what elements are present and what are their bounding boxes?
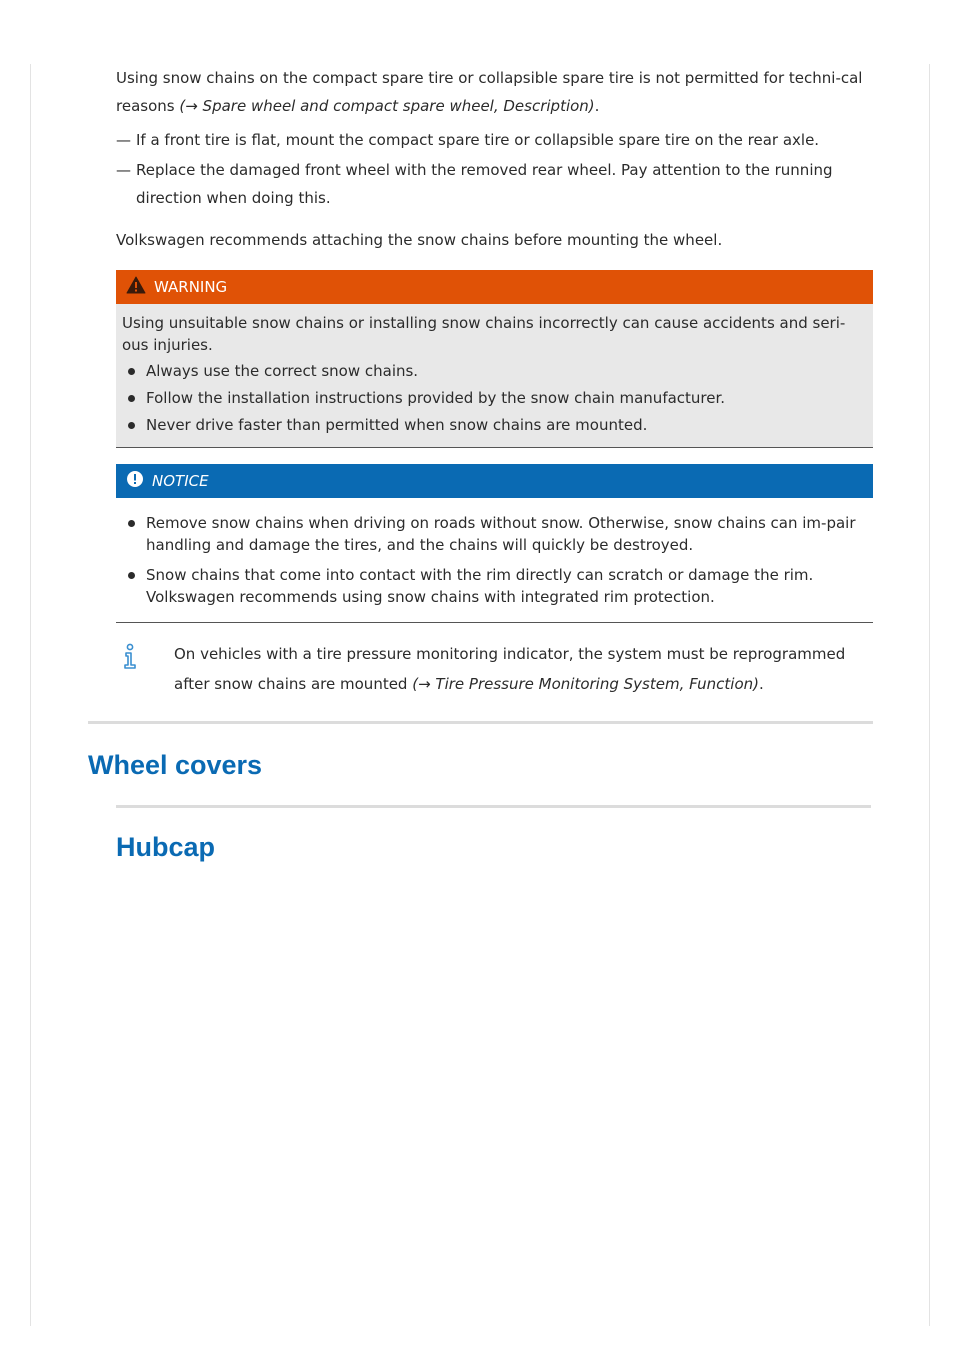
document-content (88, 64, 873, 863)
info-note (116, 639, 873, 699)
notice-body (116, 498, 873, 623)
list-item (122, 414, 867, 436)
notice-header (116, 464, 873, 498)
section-divider (88, 721, 873, 724)
intro-cross-reference-link[interactable]: (→ Spare wheel and compact spare wheel, Description) (179, 97, 595, 115)
bullet-icon (128, 422, 135, 429)
warning-triangle-icon (126, 276, 146, 298)
info-icon (120, 643, 140, 673)
bullet-icon (128, 395, 135, 402)
list-item (116, 156, 873, 212)
page-margin-line-right (929, 64, 930, 1326)
info-end: . (758, 675, 764, 693)
warning-box (116, 270, 873, 448)
intro-paragraph (88, 64, 873, 120)
steps-list (88, 126, 873, 212)
step-text: Replace the damaged front wheel with the removed rear wheel. Pay attention to the running direction when doing this. (136, 161, 833, 207)
exclamation-circle-icon (126, 470, 144, 492)
warning-item: Never drive faster than permitted when snow chains are mounted. (146, 416, 648, 434)
intro-text: Using snow chains on the compact spare tire or collapsible spare tire is not permitted for techni-cal reasons (116, 69, 863, 115)
notice-box (116, 464, 873, 623)
warning-header (116, 270, 873, 304)
notice-title: NOTICE (152, 472, 209, 490)
info-paragraph (174, 639, 873, 699)
subsection-heading: Hubcap (116, 832, 216, 862)
warning-list (122, 360, 867, 436)
step-text: If a front tire is flat, mount the compact spare tire or collapsible spare tire on the rear axle. (136, 131, 820, 149)
list-item (122, 360, 867, 382)
notice-item: Remove snow chains when driving on roads without snow. Otherwise, snow chains can im-pair handling and damage the tires, and the chains will quickly be destroyed. (146, 514, 856, 554)
recommendation-paragraph: Volkswagen recommends attaching the snow chains before mounting the wheel. (116, 231, 723, 249)
dash-marker: — (116, 161, 131, 179)
section-heading: Wheel covers (88, 750, 263, 780)
warning-lead: Using unsuitable snow chains or installing snow chains incorrectly can cause accidents and seri-ous injuries. (122, 314, 846, 354)
warning-item: Follow the installation instructions provided by the snow chain manufacturer. (146, 389, 726, 407)
page-margin-line-left (30, 64, 31, 1326)
info-cross-reference-link[interactable]: (→ Tire Pressure Monitoring System, Function) (412, 675, 759, 693)
notice-list (122, 512, 867, 608)
info-text: On vehicles with a tire pressure monitoring indicator, the system must be reprogrammed after snow chains are mounted (174, 645, 846, 693)
bullet-icon (128, 368, 135, 375)
dash-marker: — (116, 131, 131, 149)
list-item (116, 126, 873, 154)
list-item (122, 387, 867, 409)
list-item (122, 512, 867, 556)
subsection-divider (116, 805, 871, 808)
bullet-icon (128, 572, 135, 579)
bullet-icon (128, 520, 135, 527)
warning-body (116, 304, 873, 448)
warning-title: WARNING (154, 278, 228, 296)
intro-end: . (594, 97, 600, 115)
notice-item: Snow chains that come into contact with the rim directly can scratch or damage the rim. Volkswagen recommends using snow chains with integrated rim protection. (146, 566, 814, 606)
list-item (122, 564, 867, 608)
warning-item: Always use the correct snow chains. (146, 362, 419, 380)
